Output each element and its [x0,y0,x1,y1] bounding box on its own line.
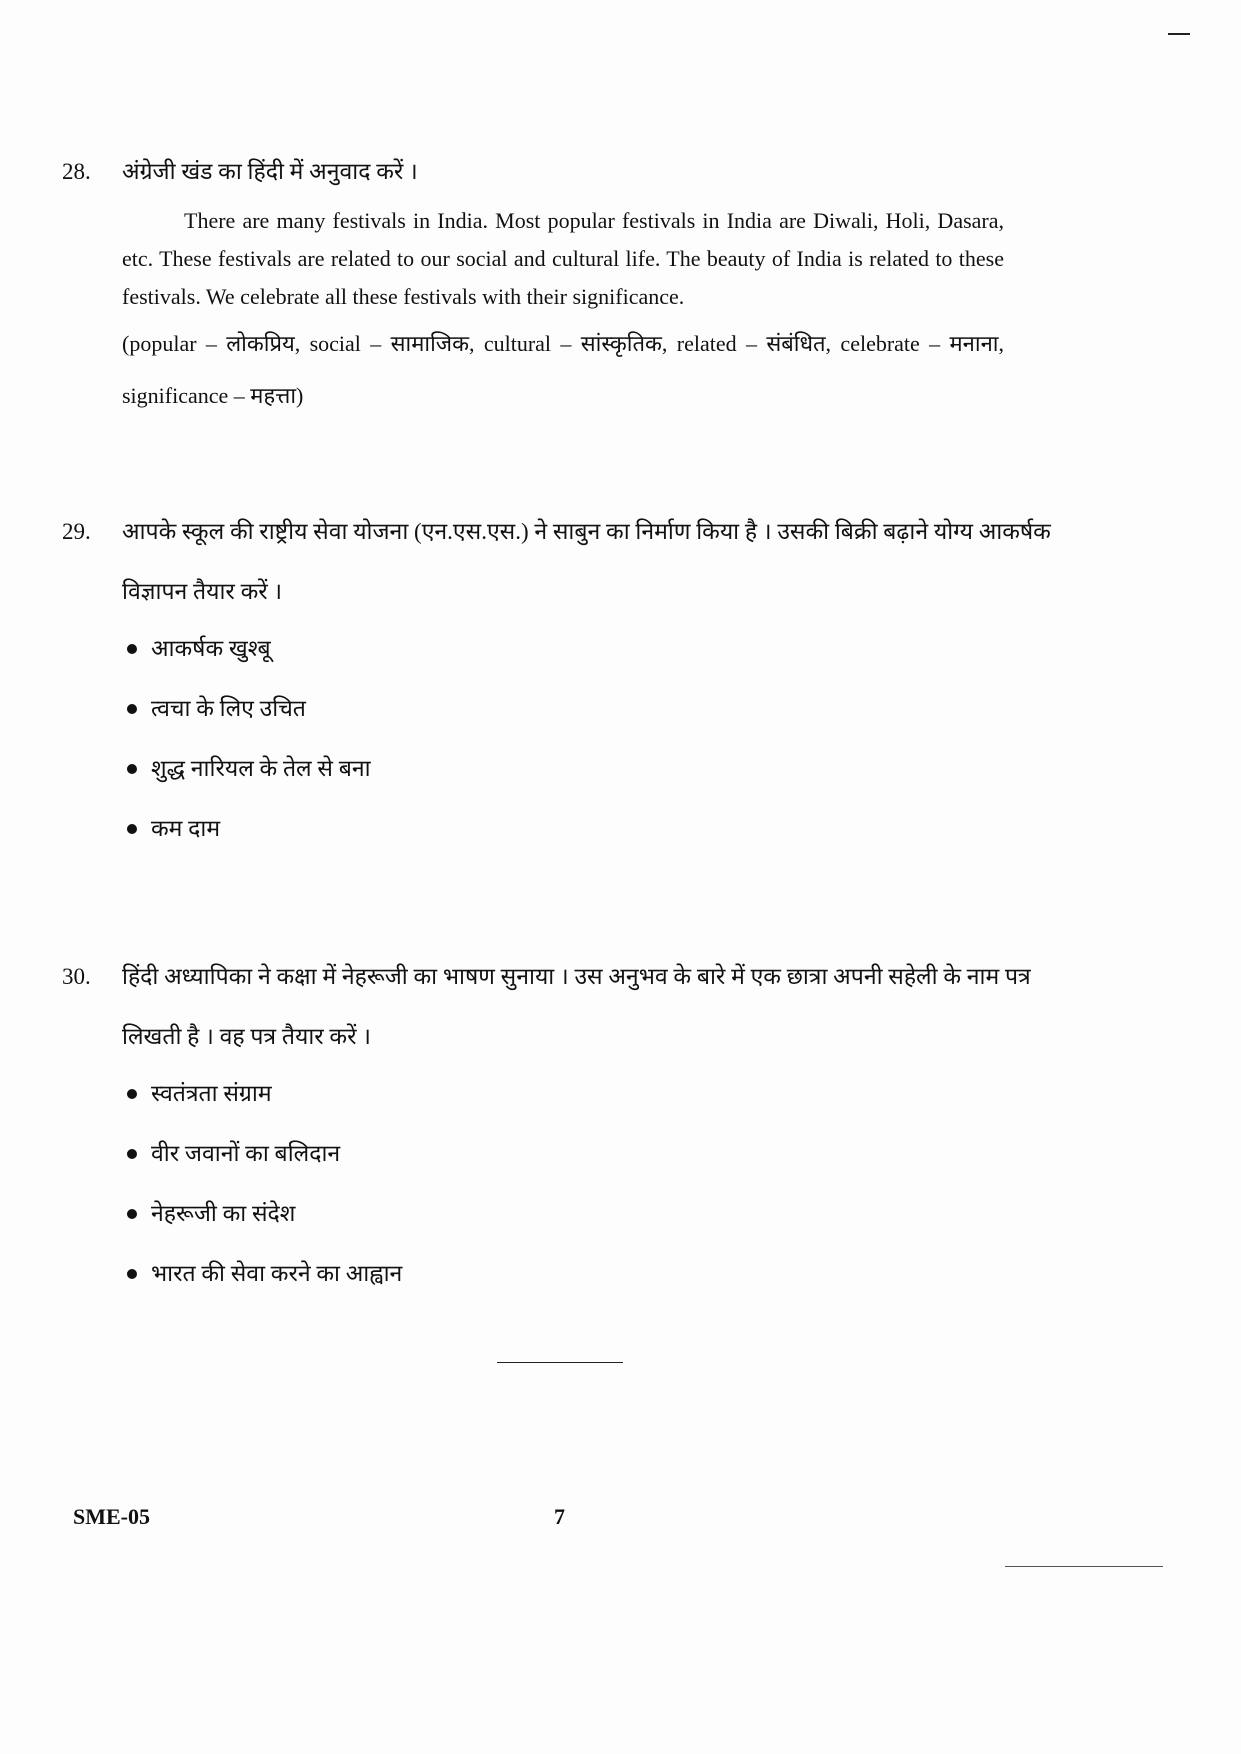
hint-item: शुद्ध नारियल के तेल से बना [127,754,1062,784]
paper-code: SME-05 [73,1504,150,1529]
question-29 [62,502,1062,874]
hint-item: स्वतंत्रता संग्राम [127,1079,1062,1109]
question-number: 28. [62,159,91,184]
word-glossary: (popular – लोकप्रिय, social – सामाजिक, cultural – सांस्कृतिक, related – संबंधित, celebrate – मनाना, significance – महत्ता) [122,331,1004,408]
hint-item: आकर्षक खुश्बू [127,634,1062,664]
bullet-icon [127,1149,137,1159]
question-28 [62,142,1062,422]
hint-list [127,634,1062,844]
question-prompt: अंग्रेजी खंड का हिंदी में अनुवाद करें । [122,159,418,184]
question-30 [62,947,1062,1319]
question-prompt: आपके स्कूल की राष्ट्रीय सेवा योजना (एन.एस.एस.) ने साबुन का निर्माण किया है । उसकी बिक्री बढ़ाने योग्य आकर्षक विज्ञापन तैयार करें । [122,519,1051,604]
hint-item: त्वचा के लिए उचित [127,694,1062,724]
question-prompt: हिंदी अध्यापिका ने कक्षा में नेहरूजी का भाषण सुनाया । उस अनुभव के बारे में एक छात्रा अपनी सहेली के नाम पत्र लिखती है । वह पत्र तैयार करें । [122,964,1031,1049]
bullet-icon [127,824,137,834]
hint-item: भारत की सेवा करने का आह्वान [127,1259,1062,1289]
question-number: 29. [62,519,91,544]
hint-item: नेहरूजी का संदेश [127,1199,1062,1229]
bullet-icon [127,644,137,654]
bullet-icon [127,1209,137,1219]
section-end-divider [497,1362,623,1363]
bullet-icon [127,1089,137,1099]
hint-item: वीर जवानों का बलिदान [127,1139,1062,1169]
question-number: 30. [62,964,91,989]
hint-list [127,1079,1062,1289]
translation-passage: There are many festivals in India. Most popular festivals in India are Diwali, Holi, Dasara, etc. These festivals are related to our social and cultural life. The beauty of India is related to these festivals. We celebrate all these festivals with their significance. [122,208,1004,309]
bullet-icon [127,764,137,774]
footer-divider [1005,1566,1163,1567]
page-number: 7 [554,1504,565,1529]
bullet-icon [127,704,137,714]
page-edge-mark [1168,33,1190,35]
hint-item: कम दाम [127,814,1062,844]
bullet-icon [127,1269,137,1279]
